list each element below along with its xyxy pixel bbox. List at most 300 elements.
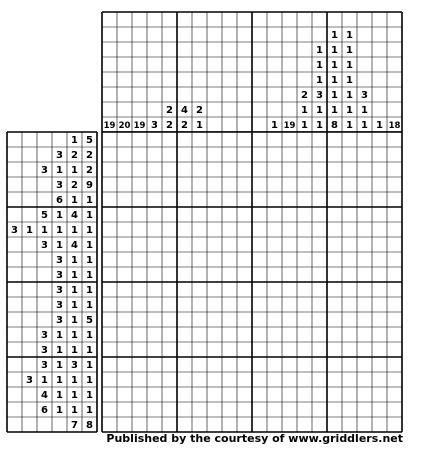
grid-cell[interactable]: [102, 267, 117, 282]
grid-cell[interactable]: [252, 147, 267, 162]
grid-cell[interactable]: [222, 177, 237, 192]
grid-cell[interactable]: [222, 282, 237, 297]
grid-cell[interactable]: [162, 222, 177, 237]
grid-cell[interactable]: [282, 267, 297, 282]
grid-cell[interactable]: [282, 327, 297, 342]
grid-cell[interactable]: [252, 252, 267, 267]
grid-cell[interactable]: [177, 177, 192, 192]
grid-cell[interactable]: [117, 342, 132, 357]
grid-cell[interactable]: [327, 387, 342, 402]
grid-cell[interactable]: [282, 162, 297, 177]
grid-cell[interactable]: [207, 267, 222, 282]
grid-cell[interactable]: [132, 162, 147, 177]
grid-cell[interactable]: [312, 417, 327, 432]
grid-cell[interactable]: [102, 327, 117, 342]
grid-cell[interactable]: [252, 162, 267, 177]
grid-cell[interactable]: [297, 192, 312, 207]
grid-cell[interactable]: [222, 192, 237, 207]
grid-cell[interactable]: [192, 192, 207, 207]
grid-cell[interactable]: [357, 297, 372, 312]
grid-cell[interactable]: [252, 207, 267, 222]
grid-cell[interactable]: [207, 252, 222, 267]
grid-cell[interactable]: [357, 282, 372, 297]
grid-cell[interactable]: [222, 132, 237, 147]
grid-cell[interactable]: [207, 147, 222, 162]
grid-cell[interactable]: [222, 252, 237, 267]
grid-cell[interactable]: [192, 147, 207, 162]
grid-cell[interactable]: [297, 417, 312, 432]
grid-cell[interactable]: [357, 342, 372, 357]
grid-cell[interactable]: [192, 342, 207, 357]
grid-cell[interactable]: [147, 327, 162, 342]
grid-cell[interactable]: [207, 192, 222, 207]
grid-cell[interactable]: [327, 312, 342, 327]
grid-cell[interactable]: [342, 147, 357, 162]
grid-cell[interactable]: [282, 357, 297, 372]
grid-cell[interactable]: [222, 402, 237, 417]
grid-cell[interactable]: [237, 387, 252, 402]
grid-cell[interactable]: [282, 387, 297, 402]
grid-cell[interactable]: [312, 222, 327, 237]
grid-cell[interactable]: [282, 207, 297, 222]
grid-cell[interactable]: [372, 147, 387, 162]
grid-cell[interactable]: [222, 372, 237, 387]
grid-cell[interactable]: [327, 147, 342, 162]
grid-cell[interactable]: [177, 192, 192, 207]
grid-cell[interactable]: [387, 252, 402, 267]
grid-cell[interactable]: [207, 402, 222, 417]
grid-cell[interactable]: [342, 297, 357, 312]
grid-cell[interactable]: [102, 192, 117, 207]
grid-cell[interactable]: [387, 327, 402, 342]
grid-cell[interactable]: [252, 327, 267, 342]
grid-cell[interactable]: [282, 312, 297, 327]
grid-cell[interactable]: [117, 312, 132, 327]
grid-cell[interactable]: [342, 222, 357, 237]
grid-cell[interactable]: [252, 387, 267, 402]
grid-cell[interactable]: [282, 372, 297, 387]
grid-cell[interactable]: [147, 297, 162, 312]
grid-cell[interactable]: [312, 282, 327, 297]
grid-cell[interactable]: [297, 342, 312, 357]
grid-cell[interactable]: [327, 162, 342, 177]
grid-cell[interactable]: [177, 312, 192, 327]
grid-cell[interactable]: [192, 402, 207, 417]
grid-cell[interactable]: [252, 402, 267, 417]
grid-cell[interactable]: [387, 132, 402, 147]
grid-cell[interactable]: [387, 297, 402, 312]
grid-cell[interactable]: [267, 267, 282, 282]
grid-cell[interactable]: [252, 342, 267, 357]
grid-cell[interactable]: [207, 132, 222, 147]
grid-cell[interactable]: [132, 252, 147, 267]
grid-cell[interactable]: [357, 372, 372, 387]
grid-cell[interactable]: [357, 327, 372, 342]
grid-cell[interactable]: [312, 327, 327, 342]
grid-cell[interactable]: [192, 282, 207, 297]
grid-cell[interactable]: [102, 372, 117, 387]
grid-cell[interactable]: [342, 162, 357, 177]
grid-cell[interactable]: [132, 147, 147, 162]
grid-cell[interactable]: [282, 252, 297, 267]
grid-cell[interactable]: [117, 147, 132, 162]
grid-cell[interactable]: [312, 357, 327, 372]
grid-cell[interactable]: [117, 252, 132, 267]
grid-cell[interactable]: [312, 237, 327, 252]
grid-cell[interactable]: [192, 387, 207, 402]
grid-cell[interactable]: [267, 297, 282, 312]
grid-cell[interactable]: [132, 342, 147, 357]
grid-cell[interactable]: [177, 372, 192, 387]
grid-cell[interactable]: [192, 177, 207, 192]
grid-cell[interactable]: [117, 237, 132, 252]
grid-cell[interactable]: [267, 162, 282, 177]
grid-cell[interactable]: [102, 342, 117, 357]
grid-cell[interactable]: [252, 312, 267, 327]
grid-cell[interactable]: [282, 177, 297, 192]
grid-cell[interactable]: [282, 132, 297, 147]
grid-cell[interactable]: [162, 297, 177, 312]
grid-cell[interactable]: [387, 207, 402, 222]
grid-cell[interactable]: [342, 237, 357, 252]
grid-cell[interactable]: [372, 207, 387, 222]
grid-cell[interactable]: [102, 207, 117, 222]
grid-cell[interactable]: [102, 132, 117, 147]
grid-cell[interactable]: [372, 282, 387, 297]
grid-cell[interactable]: [147, 192, 162, 207]
grid-cell[interactable]: [192, 207, 207, 222]
grid-cell[interactable]: [327, 207, 342, 222]
grid-cell[interactable]: [132, 357, 147, 372]
grid-cell[interactable]: [297, 372, 312, 387]
grid-cell[interactable]: [252, 372, 267, 387]
grid-cell[interactable]: [237, 372, 252, 387]
grid-cell[interactable]: [297, 312, 312, 327]
grid-cell[interactable]: [162, 417, 177, 432]
grid-cell[interactable]: [117, 372, 132, 387]
grid-cell[interactable]: [342, 312, 357, 327]
grid-cell[interactable]: [102, 237, 117, 252]
grid-cell[interactable]: [117, 222, 132, 237]
grid-cell[interactable]: [147, 402, 162, 417]
grid-cell[interactable]: [387, 267, 402, 282]
grid-cell[interactable]: [237, 402, 252, 417]
grid-cell[interactable]: [207, 237, 222, 252]
grid-cell[interactable]: [327, 417, 342, 432]
grid-cell[interactable]: [102, 177, 117, 192]
grid-cell[interactable]: [297, 297, 312, 312]
grid-cell[interactable]: [102, 357, 117, 372]
grid-cell[interactable]: [312, 372, 327, 387]
grid-cell[interactable]: [372, 402, 387, 417]
grid-cell[interactable]: [327, 132, 342, 147]
grid-cell[interactable]: [282, 342, 297, 357]
grid-cell[interactable]: [237, 282, 252, 297]
grid-cell[interactable]: [177, 282, 192, 297]
grid-cell[interactable]: [297, 147, 312, 162]
grid-cell[interactable]: [387, 357, 402, 372]
grid-cell[interactable]: [372, 357, 387, 372]
grid-cell[interactable]: [102, 387, 117, 402]
grid-cell[interactable]: [132, 207, 147, 222]
grid-cell[interactable]: [282, 417, 297, 432]
grid-cell[interactable]: [147, 372, 162, 387]
grid-cell[interactable]: [327, 177, 342, 192]
grid-cell[interactable]: [297, 222, 312, 237]
grid-cell[interactable]: [207, 222, 222, 237]
grid-cell[interactable]: [102, 417, 117, 432]
grid-cell[interactable]: [327, 282, 342, 297]
grid-cell[interactable]: [222, 387, 237, 402]
grid-cell[interactable]: [237, 207, 252, 222]
grid-cell[interactable]: [192, 252, 207, 267]
grid-cell[interactable]: [177, 237, 192, 252]
grid-cell[interactable]: [132, 327, 147, 342]
grid-cell[interactable]: [117, 417, 132, 432]
grid-cell[interactable]: [102, 297, 117, 312]
grid-cell[interactable]: [192, 267, 207, 282]
grid-cell[interactable]: [342, 327, 357, 342]
grid-cell[interactable]: [162, 237, 177, 252]
grid-cell[interactable]: [117, 327, 132, 342]
grid-cell[interactable]: [387, 237, 402, 252]
grid-cell[interactable]: [222, 207, 237, 222]
grid-cell[interactable]: [207, 312, 222, 327]
grid-cell[interactable]: [147, 222, 162, 237]
grid-cell[interactable]: [267, 372, 282, 387]
grid-cell[interactable]: [237, 222, 252, 237]
grid-cell[interactable]: [327, 342, 342, 357]
grid-cell[interactable]: [117, 132, 132, 147]
grid-cell[interactable]: [177, 132, 192, 147]
grid-cell[interactable]: [207, 282, 222, 297]
grid-cell[interactable]: [267, 147, 282, 162]
grid-cell[interactable]: [252, 282, 267, 297]
grid-cell[interactable]: [237, 252, 252, 267]
grid-cell[interactable]: [132, 267, 147, 282]
grid-cell[interactable]: [207, 297, 222, 312]
grid-cell[interactable]: [327, 267, 342, 282]
grid-cell[interactable]: [102, 162, 117, 177]
grid-cell[interactable]: [237, 357, 252, 372]
grid-cell[interactable]: [132, 177, 147, 192]
grid-cell[interactable]: [222, 147, 237, 162]
grid-cell[interactable]: [327, 357, 342, 372]
grid-cell[interactable]: [372, 132, 387, 147]
grid-cell[interactable]: [192, 222, 207, 237]
grid-cell[interactable]: [132, 387, 147, 402]
grid-cell[interactable]: [162, 267, 177, 282]
grid-cell[interactable]: [327, 252, 342, 267]
grid-cell[interactable]: [132, 222, 147, 237]
grid-cell[interactable]: [177, 162, 192, 177]
grid-cell[interactable]: [177, 252, 192, 267]
grid-cell[interactable]: [282, 402, 297, 417]
grid-cell[interactable]: [267, 402, 282, 417]
grid-cell[interactable]: [132, 417, 147, 432]
grid-cell[interactable]: [327, 237, 342, 252]
grid-cell[interactable]: [162, 372, 177, 387]
grid-cell[interactable]: [282, 222, 297, 237]
grid-cell[interactable]: [162, 342, 177, 357]
grid-cell[interactable]: [252, 177, 267, 192]
grid-cell[interactable]: [147, 312, 162, 327]
grid-cell[interactable]: [222, 357, 237, 372]
grid-cell[interactable]: [102, 282, 117, 297]
grid-cell[interactable]: [162, 252, 177, 267]
grid-cell[interactable]: [162, 207, 177, 222]
grid-cell[interactable]: [147, 147, 162, 162]
grid-cell[interactable]: [312, 132, 327, 147]
grid-cell[interactable]: [267, 177, 282, 192]
grid-cell[interactable]: [342, 372, 357, 387]
grid-cell[interactable]: [282, 282, 297, 297]
grid-cell[interactable]: [192, 297, 207, 312]
grid-cell[interactable]: [372, 222, 387, 237]
grid-cell[interactable]: [357, 402, 372, 417]
grid-cell[interactable]: [147, 177, 162, 192]
grid-cell[interactable]: [102, 312, 117, 327]
grid-cell[interactable]: [357, 417, 372, 432]
grid-cell[interactable]: [177, 297, 192, 312]
grid-cell[interactable]: [312, 207, 327, 222]
grid-cell[interactable]: [237, 192, 252, 207]
grid-cell[interactable]: [372, 297, 387, 312]
grid-cell[interactable]: [132, 237, 147, 252]
grid-cell[interactable]: [297, 162, 312, 177]
grid-cell[interactable]: [252, 237, 267, 252]
grid-cell[interactable]: [267, 417, 282, 432]
grid-cell[interactable]: [387, 147, 402, 162]
grid-cell[interactable]: [282, 192, 297, 207]
grid-cell[interactable]: [252, 132, 267, 147]
grid-cell[interactable]: [267, 252, 282, 267]
grid-cell[interactable]: [177, 342, 192, 357]
grid-cell[interactable]: [117, 267, 132, 282]
grid-cell[interactable]: [252, 267, 267, 282]
grid-cell[interactable]: [267, 237, 282, 252]
grid-cell[interactable]: [357, 357, 372, 372]
grid-cell[interactable]: [387, 162, 402, 177]
grid-cell[interactable]: [297, 267, 312, 282]
grid-cell[interactable]: [357, 162, 372, 177]
grid-cell[interactable]: [282, 237, 297, 252]
grid-cell[interactable]: [222, 312, 237, 327]
grid-cell[interactable]: [117, 192, 132, 207]
grid-cell[interactable]: [162, 402, 177, 417]
grid-cell[interactable]: [207, 207, 222, 222]
grid-cell[interactable]: [237, 297, 252, 312]
grid-cell[interactable]: [117, 177, 132, 192]
grid-cell[interactable]: [162, 387, 177, 402]
grid-cell[interactable]: [147, 417, 162, 432]
puzzle-grid[interactable]: [102, 132, 402, 432]
grid-cell[interactable]: [162, 162, 177, 177]
grid-cell[interactable]: [327, 297, 342, 312]
grid-cell[interactable]: [252, 417, 267, 432]
grid-cell[interactable]: [237, 342, 252, 357]
grid-cell[interactable]: [267, 282, 282, 297]
grid-cell[interactable]: [177, 207, 192, 222]
grid-cell[interactable]: [372, 162, 387, 177]
grid-cell[interactable]: [267, 327, 282, 342]
grid-cell[interactable]: [342, 192, 357, 207]
grid-cell[interactable]: [372, 237, 387, 252]
grid-cell[interactable]: [162, 312, 177, 327]
grid-cell[interactable]: [117, 387, 132, 402]
grid-cell[interactable]: [237, 327, 252, 342]
grid-cell[interactable]: [387, 282, 402, 297]
grid-cell[interactable]: [102, 147, 117, 162]
grid-cell[interactable]: [312, 402, 327, 417]
grid-cell[interactable]: [117, 297, 132, 312]
grid-cell[interactable]: [342, 357, 357, 372]
grid-cell[interactable]: [267, 387, 282, 402]
grid-cell[interactable]: [312, 387, 327, 402]
grid-cell[interactable]: [357, 237, 372, 252]
grid-cell[interactable]: [177, 417, 192, 432]
grid-cell[interactable]: [222, 417, 237, 432]
grid-cell[interactable]: [102, 402, 117, 417]
grid-cell[interactable]: [237, 312, 252, 327]
grid-cell[interactable]: [237, 162, 252, 177]
grid-cell[interactable]: [162, 192, 177, 207]
grid-cell[interactable]: [342, 282, 357, 297]
grid-cell[interactable]: [342, 342, 357, 357]
grid-cell[interactable]: [252, 297, 267, 312]
grid-cell[interactable]: [342, 177, 357, 192]
grid-cell[interactable]: [207, 327, 222, 342]
grid-cell[interactable]: [207, 372, 222, 387]
grid-cell[interactable]: [342, 387, 357, 402]
grid-cell[interactable]: [372, 252, 387, 267]
grid-cell[interactable]: [387, 312, 402, 327]
grid-cell[interactable]: [162, 327, 177, 342]
grid-cell[interactable]: [372, 387, 387, 402]
grid-cell[interactable]: [222, 162, 237, 177]
grid-cell[interactable]: [357, 387, 372, 402]
grid-cell[interactable]: [312, 252, 327, 267]
grid-cell[interactable]: [177, 387, 192, 402]
grid-cell[interactable]: [282, 297, 297, 312]
grid-cell[interactable]: [237, 132, 252, 147]
grid-cell[interactable]: [312, 177, 327, 192]
grid-cell[interactable]: [387, 402, 402, 417]
grid-cell[interactable]: [147, 387, 162, 402]
grid-cell[interactable]: [387, 387, 402, 402]
grid-cell[interactable]: [132, 402, 147, 417]
grid-cell[interactable]: [192, 162, 207, 177]
grid-cell[interactable]: [222, 267, 237, 282]
grid-cell[interactable]: [372, 372, 387, 387]
grid-cell[interactable]: [297, 402, 312, 417]
grid-cell[interactable]: [252, 192, 267, 207]
grid-cell[interactable]: [147, 357, 162, 372]
grid-cell[interactable]: [297, 252, 312, 267]
grid-cell[interactable]: [297, 357, 312, 372]
grid-cell[interactable]: [372, 327, 387, 342]
grid-cell[interactable]: [267, 207, 282, 222]
grid-cell[interactable]: [102, 252, 117, 267]
grid-cell[interactable]: [132, 297, 147, 312]
grid-cell[interactable]: [162, 132, 177, 147]
grid-cell[interactable]: [342, 207, 357, 222]
grid-cell[interactable]: [132, 372, 147, 387]
grid-cell[interactable]: [207, 357, 222, 372]
grid-cell[interactable]: [387, 372, 402, 387]
grid-cell[interactable]: [372, 312, 387, 327]
grid-cell[interactable]: [357, 252, 372, 267]
